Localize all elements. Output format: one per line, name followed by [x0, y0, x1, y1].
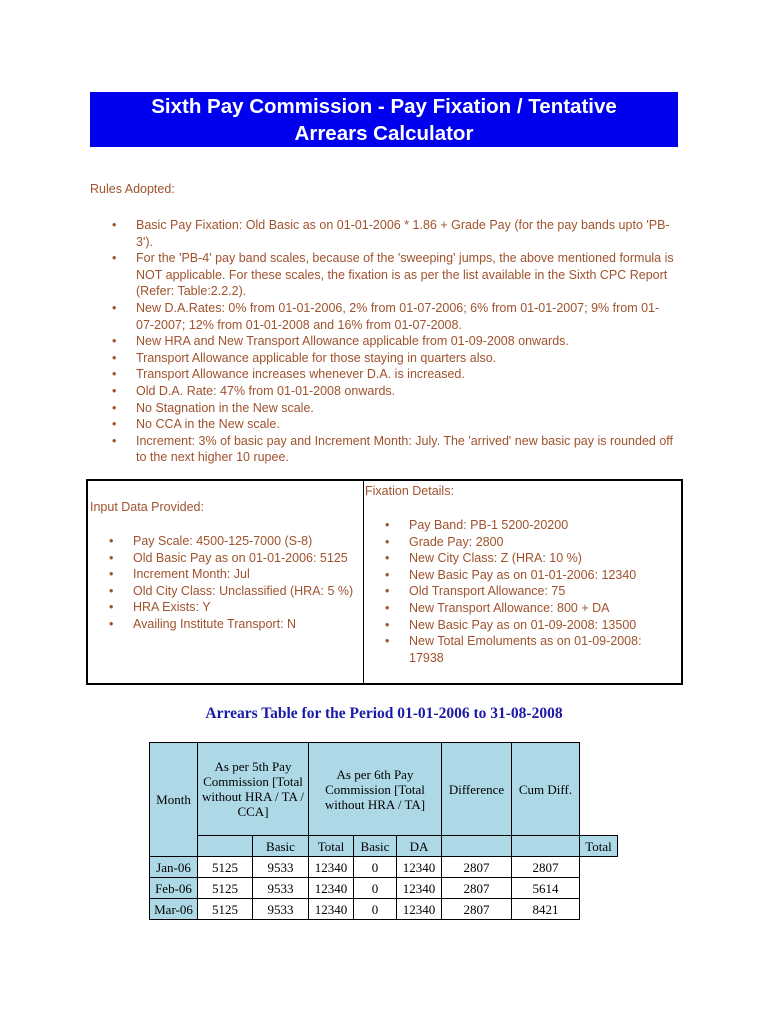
table-row	[150, 878, 618, 899]
header-basic: Basic	[253, 836, 309, 857]
header-difference: Difference	[442, 743, 512, 836]
header-blank	[512, 836, 580, 857]
input-data-item: • Availing Institute Transport: N	[133, 616, 363, 633]
fixation-item: • New City Class: Z (HRA: 10 %)	[409, 550, 679, 567]
table-cell: 12340	[397, 878, 442, 899]
table-cell: 0	[354, 857, 397, 878]
rule-item: • Old D.A. Rate: 47% from 01-01-2008 onwards.	[136, 383, 676, 400]
row-month: Mar-06	[150, 899, 198, 920]
rule-item: • No Stagnation in the New scale.	[136, 400, 676, 417]
header-total: Total	[309, 836, 354, 857]
rules-heading: Rules Adopted:	[90, 182, 175, 196]
table-cell: 5614	[512, 878, 580, 899]
header-cum-diff: Cum Diff.	[512, 743, 580, 836]
fixation-details-heading: Fixation Details:	[365, 484, 454, 498]
arrears-heading: Arrears Table for the Period 01-01-2006 to 31-08-2008	[205, 705, 563, 722]
table-cell: 12340	[309, 857, 354, 878]
table-cell: 12340	[397, 899, 442, 920]
fixation-details-panel	[363, 479, 683, 685]
row-month: Feb-06	[150, 878, 198, 899]
fixation-item: • New Basic Pay as on 01-01-2006: 12340	[409, 567, 679, 584]
input-data-item: • HRA Exists: Y	[133, 599, 363, 616]
table-cell: 2807	[442, 899, 512, 920]
input-data-heading: Input Data Provided:	[90, 500, 204, 514]
fixation-details-list	[409, 517, 679, 666]
input-data-item: • Old City Class: Unclassified (HRA: 5 %)	[133, 583, 363, 600]
header-total-extra: Total	[580, 836, 618, 857]
table-cell	[580, 899, 618, 920]
table-row	[150, 857, 618, 878]
table-cell: 12340	[309, 878, 354, 899]
rule-item: • Basic Pay Fixation: Old Basic as on 01-01-2006 * 1.86 + Grade Pay (for the pay bands upto 'PB-3').	[136, 217, 676, 250]
table-cell: 2807	[442, 878, 512, 899]
rule-item: • New D.A.Rates: 0% from 01-01-2006, 2% from 01-07-2006; 6% from 01-01-2007; 9% from 01-07-2007; 12% from 01-01-2008 and 16% from 01-07-2008.	[136, 300, 676, 333]
fixation-item: • New Total Emoluments as on 01-09-2008: 17938	[409, 633, 679, 666]
page-title	[90, 92, 678, 147]
arrears-table	[149, 742, 618, 920]
header-blank	[198, 836, 253, 857]
table-cell	[580, 857, 618, 878]
rule-item: • No CCA in the New scale.	[136, 416, 676, 433]
table-cell: 9533	[253, 878, 309, 899]
input-data-item: • Increment Month: Jul	[133, 566, 363, 583]
rule-item: • Transport Allowance applicable for those staying in quarters also.	[136, 350, 676, 367]
input-data-list	[133, 533, 363, 633]
table-cell: 2807	[442, 857, 512, 878]
table-row	[150, 899, 618, 920]
table-cell: 12340	[309, 899, 354, 920]
input-data-panel	[86, 479, 364, 685]
table-cell: 5125	[198, 857, 253, 878]
rule-item: • Transport Allowance increases whenever D.A. is increased.	[136, 366, 676, 383]
fixation-item: • New Transport Allowance: 800 + DA	[409, 600, 679, 617]
table-cell	[580, 878, 618, 899]
table-cell: 0	[354, 899, 397, 920]
header-basic-2: Basic	[354, 836, 397, 857]
fixation-item: • Old Transport Allowance: 75	[409, 583, 679, 600]
table-cell: 9533	[253, 899, 309, 920]
header-5th-pay-commission: As per 5th Pay Commission [Total without HRA / TA / CCA]	[198, 743, 309, 836]
input-data-item: • Old Basic Pay as on 01-01-2006: 5125	[133, 550, 363, 567]
rule-item: • New HRA and New Transport Allowance applicable from 01-09-2008 onwards.	[136, 333, 676, 350]
fixation-item: • Grade Pay: 2800	[409, 534, 679, 551]
table-cell: 12340	[397, 857, 442, 878]
header-month: Month	[150, 743, 198, 857]
fixation-item: • New Basic Pay as on 01-09-2008: 13500	[409, 617, 679, 634]
title-line-2: Arrears Calculator	[294, 122, 474, 145]
row-month: Jan-06	[150, 857, 198, 878]
rule-item: • Increment: 3% of basic pay and Increment Month: July. The 'arrived' new basic pay is rounded off to the next higher 10 rupee.	[136, 433, 676, 466]
fixation-item: • Pay Band: PB-1 5200-20200	[409, 517, 679, 534]
header-da: DA	[397, 836, 442, 857]
table-cell: 5125	[198, 878, 253, 899]
header-blank	[442, 836, 512, 857]
header-6th-pay-commission: As per 6th Pay Commission [Total without HRA / TA]	[309, 743, 442, 836]
rules-list	[136, 217, 676, 466]
table-cell: 2807	[512, 857, 580, 878]
table-cell: 8421	[512, 899, 580, 920]
table-cell: 0	[354, 878, 397, 899]
title-line-1: Sixth Pay Commission - Pay Fixation / Tentative	[151, 95, 617, 118]
table-cell: 5125	[198, 899, 253, 920]
rule-item: • For the 'PB-4' pay band scales, because of the 'sweeping' jumps, the above mentioned formula is NOT applicable. For these scales, the fixation is as per the list available in the Sixth CPC Report (Refer: Table:2.2.2).	[136, 250, 676, 300]
input-data-item: • Pay Scale: 4500-125-7000 (S-8)	[133, 533, 363, 550]
table-cell: 9533	[253, 857, 309, 878]
